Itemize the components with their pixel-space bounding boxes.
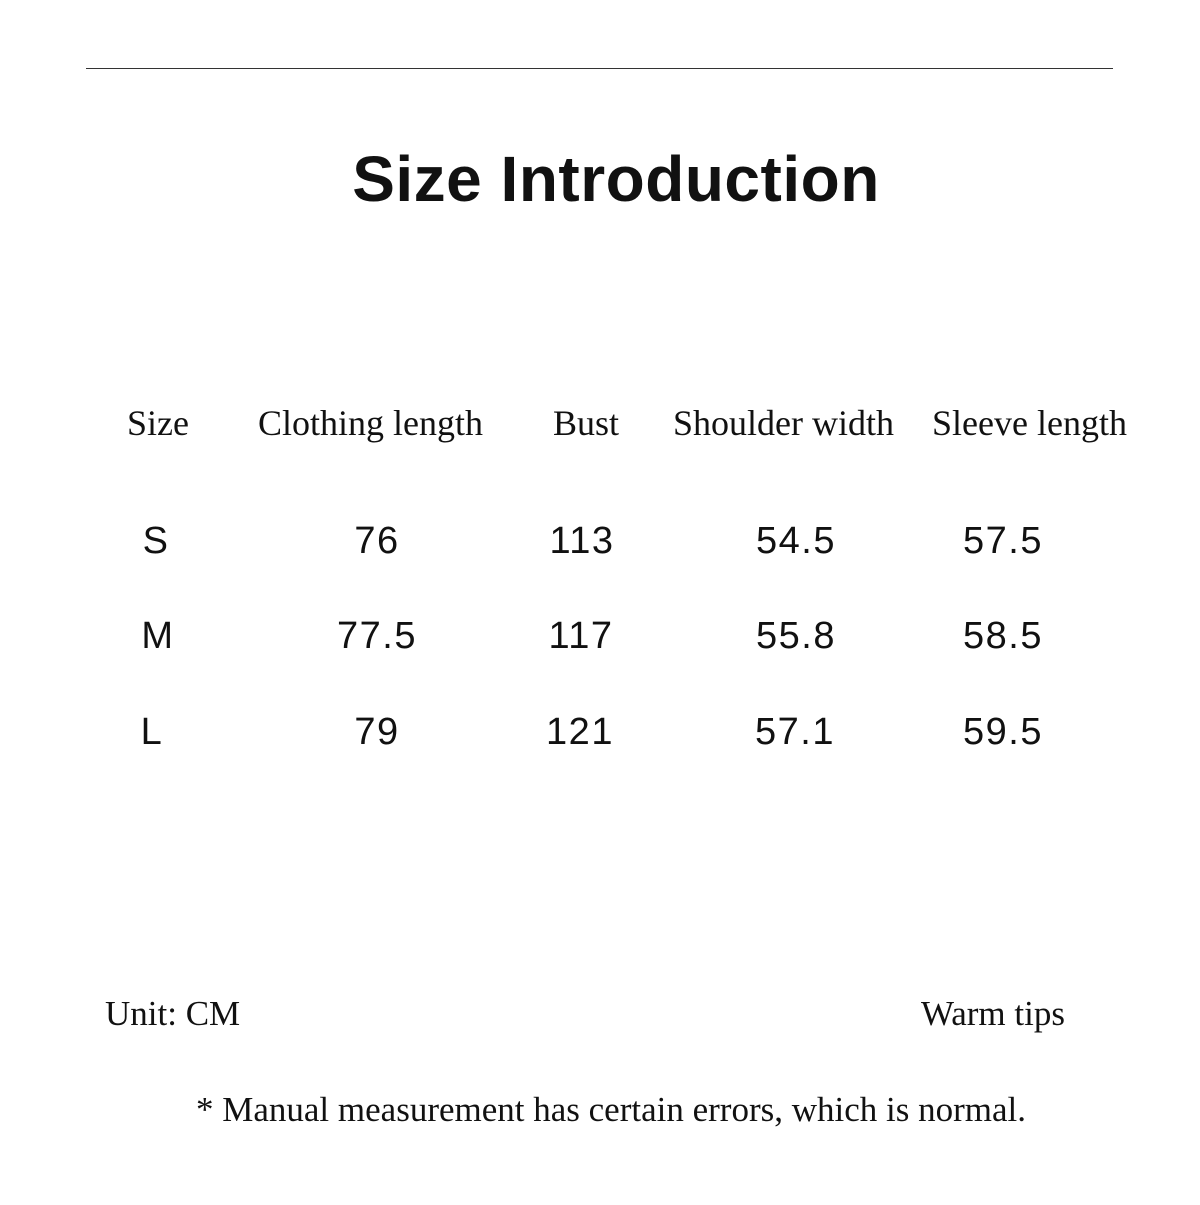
clothing-length-cell: 76 [354, 520, 400, 562]
table-row [0, 520, 1200, 570]
header-sleeve-length: Sleeve length [932, 403, 1127, 443]
page-title: Size Introduction [352, 143, 880, 215]
bust-cell: 113 [549, 520, 615, 562]
shoulder-width-cell: 57.1 [755, 711, 835, 753]
header-shoulder-width: Shoulder width [673, 403, 894, 443]
clothing-length-cell: 79 [354, 711, 400, 753]
header-bust: Bust [553, 403, 620, 443]
clothing-length-cell: 77.5 [337, 615, 417, 657]
top-divider [86, 68, 1113, 69]
measurement-note: * Manual measurement has certain errors, which is normal. [195, 1090, 1026, 1129]
table-row [0, 711, 1200, 761]
shoulder-width-cell: 54.5 [756, 520, 836, 562]
warm-tips-label: Warm tips [921, 994, 1065, 1033]
size-cell: S [142, 520, 170, 562]
bust-cell: 117 [548, 615, 614, 657]
unit-label: Unit: CM [105, 994, 241, 1033]
bust-cell: 121 [546, 711, 614, 753]
size-cell: M [141, 615, 175, 657]
shoulder-width-cell: 55.8 [756, 615, 836, 657]
header-clothing-length: Clothing length [258, 403, 483, 443]
sleeve-length-cell: 59.5 [963, 711, 1043, 753]
header-size: Size [127, 403, 189, 443]
table-row [0, 615, 1200, 665]
size-cell: L [140, 711, 164, 753]
sleeve-length-cell: 57.5 [963, 520, 1043, 562]
sleeve-length-cell: 58.5 [963, 615, 1043, 657]
